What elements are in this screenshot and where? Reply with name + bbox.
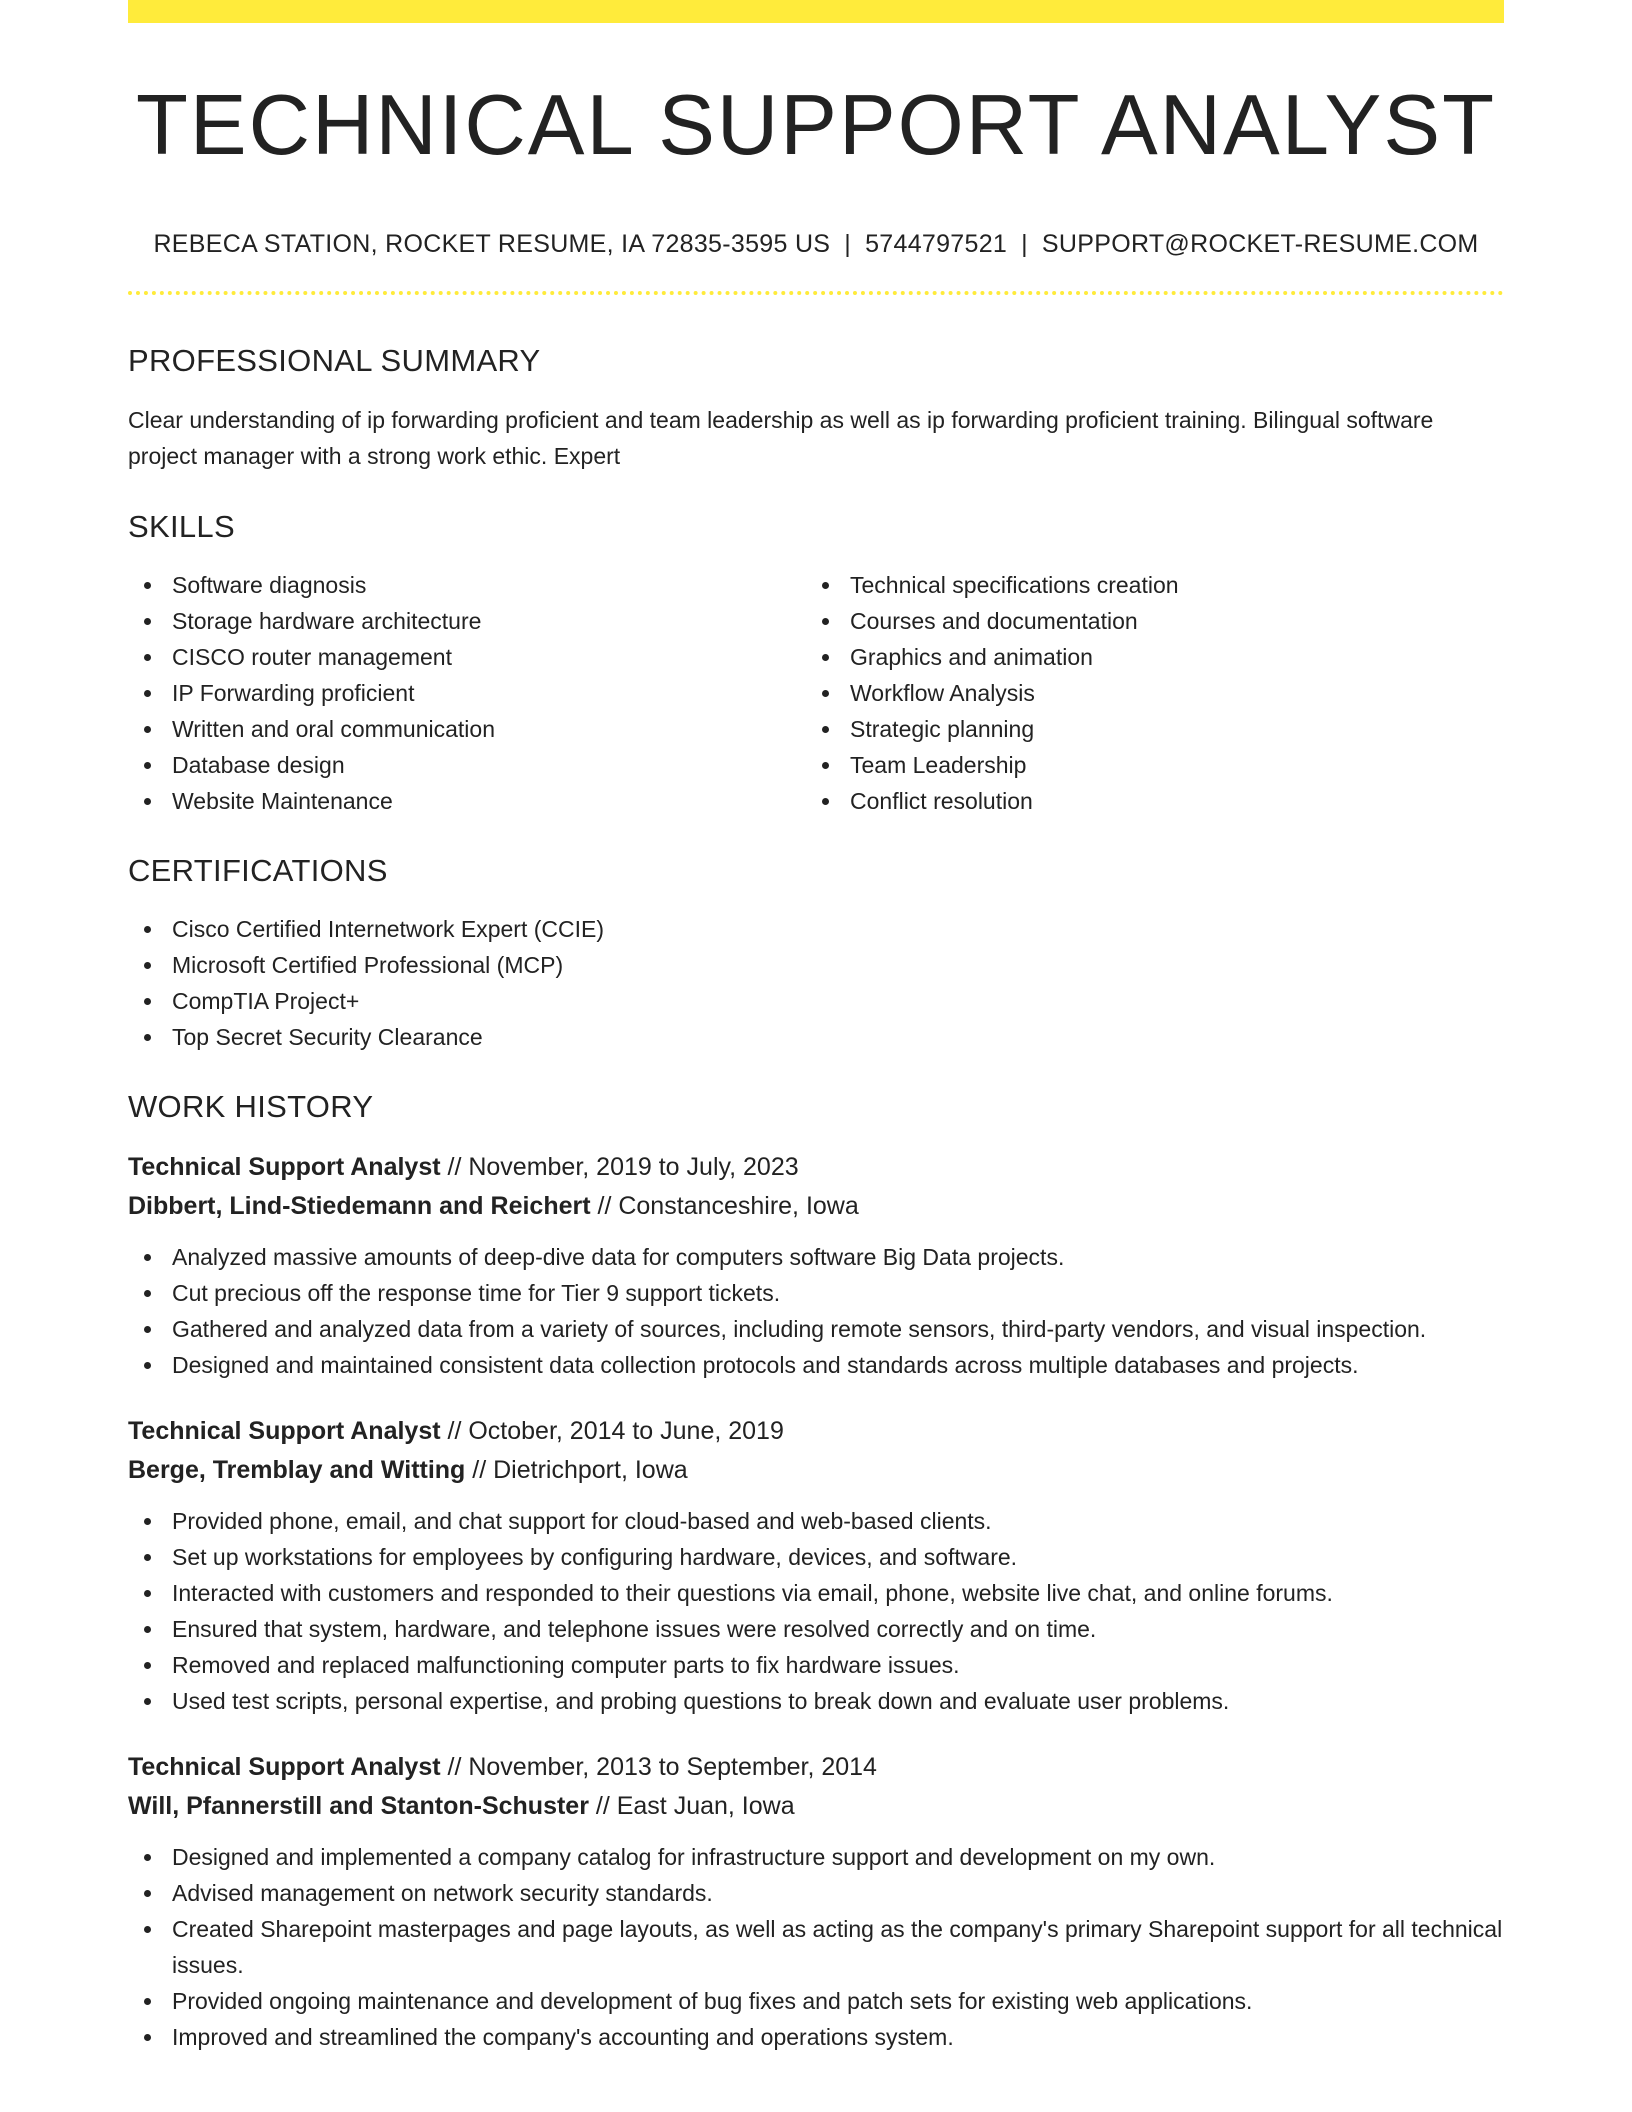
job-bullet: Provided ongoing maintenance and development of bug fixes and patch sets for existing web applications.: [128, 1983, 1504, 2019]
job-title: Technical Support Analyst: [128, 1417, 441, 1445]
job-title: Technical Support Analyst: [128, 1153, 441, 1181]
job-bullet: Provided phone, email, and chat support for cloud-based and web-based clients.: [128, 1503, 1504, 1539]
job-company-line: [128, 1187, 1504, 1226]
job-entry: [128, 1148, 1504, 1383]
job-title-line: [128, 1412, 1504, 1451]
job-entry: [128, 1748, 1504, 2055]
job-company: Dibbert, Lind-Stiedemann and Reichert: [128, 1192, 591, 1220]
skills-heading: SKILLS: [128, 509, 235, 544]
job-bullet: Ensured that system, hardware, and telephone issues were resolved correctly and on time.: [128, 1611, 1504, 1647]
job-title: Technical Support Analyst: [128, 1753, 441, 1781]
job-title-line: [128, 1748, 1504, 1787]
job-bullet: Gathered and analyzed data from a variety of sources, including remote sensors, third-party vendors, and visual inspection.: [128, 1311, 1504, 1347]
skill-item: Software diagnosis: [128, 567, 806, 603]
skill-item: Strategic planning: [806, 711, 1484, 747]
job-bullet: Designed and implemented a company catalog for infrastructure support and development on my own.: [128, 1839, 1504, 1875]
job-company: Berge, Tremblay and Witting: [128, 1456, 466, 1484]
skills-column-left: [128, 567, 806, 819]
job-title-line: [128, 1148, 1504, 1187]
skill-item: Workflow Analysis: [806, 675, 1484, 711]
job-entry: [128, 1412, 1504, 1719]
job-bullet: Removed and replaced malfunctioning computer parts to fix hardware issues.: [128, 1647, 1504, 1683]
skill-item: IP Forwarding proficient: [128, 675, 806, 711]
certification-item: Top Secret Security Clearance: [128, 1019, 1504, 1055]
skill-item: Website Maintenance: [128, 783, 806, 819]
certifications-heading: CERTIFICATIONS: [128, 853, 388, 888]
job-bullet: Cut precious off the response time for Tier 9 support tickets.: [128, 1275, 1504, 1311]
job-location: // Constanceshire, Iowa: [590, 1192, 859, 1220]
job-bullet: Set up workstations for employees by configuring hardware, devices, and software.: [128, 1539, 1504, 1575]
job-company-line: [128, 1787, 1504, 1826]
skill-item: Written and oral communication: [128, 711, 806, 747]
job-bullet: Analyzed massive amounts of deep-dive data for computers software Big Data projects.: [128, 1239, 1504, 1275]
certifications-list: [128, 911, 1504, 1055]
job-dates: // November, 2019 to July, 2023: [440, 1153, 799, 1181]
skills-column-right: [806, 567, 1484, 819]
job-bullets: [128, 1503, 1504, 1719]
resume-page: [128, 0, 1504, 2055]
job-bullet: Used test scripts, personal expertise, and probing questions to break down and evaluate user problems.: [128, 1683, 1504, 1719]
skill-item: Conflict resolution: [806, 783, 1484, 819]
job-bullets: [128, 1239, 1504, 1383]
certification-item: Microsoft Certified Professional (MCP): [128, 947, 1504, 983]
skills-list-right: [806, 567, 1484, 819]
job-company-line: [128, 1451, 1504, 1490]
skills-list-left: [128, 567, 806, 819]
skill-item: Database design: [128, 747, 806, 783]
job-bullet: Interacted with customers and responded to their questions via email, phone, website live chat, and online forums.: [128, 1575, 1504, 1611]
certification-item: CompTIA Project+: [128, 983, 1504, 1019]
job-location: // East Juan, Iowa: [588, 1792, 795, 1820]
skills-grid: [128, 567, 1504, 819]
job-location: // Dietrichport, Iowa: [465, 1456, 688, 1484]
job-dates: // November, 2013 to September, 2014: [440, 1753, 877, 1781]
contact-separator: |: [1021, 230, 1028, 258]
job-bullets: [128, 1839, 1504, 2055]
contact-address: REBECA STATION, ROCKET RESUME, IA 72835-3595 US: [153, 230, 831, 258]
accent-top-bar: [128, 0, 1504, 23]
skill-item: CISCO router management: [128, 639, 806, 675]
summary-heading: PROFESSIONAL SUMMARY: [128, 343, 541, 378]
job-bullet: Created Sharepoint masterpages and page layouts, as well as acting as the company's primary Sharepoint support for all technical issues.: [128, 1911, 1504, 1983]
job-bullet: Designed and maintained consistent data collection protocols and standards across multiple databases and projects.: [128, 1347, 1504, 1383]
skill-item: Storage hardware architecture: [128, 603, 806, 639]
summary-text: Clear understanding of ip forwarding proficient and team leadership as well as ip forwarding proficient training. Bilingual software project manager with a strong work ethic. Expert: [128, 407, 1434, 469]
contact-phone[interactable]: 5744797521: [865, 230, 1008, 258]
job-bullet: Advised management on network security standards.: [128, 1875, 1504, 1911]
dotted-divider: [128, 291, 1504, 295]
job-dates: // October, 2014 to June, 2019: [440, 1417, 784, 1445]
skill-item: Graphics and animation: [806, 639, 1484, 675]
skill-item: Courses and documentation: [806, 603, 1484, 639]
contact-email[interactable]: SUPPORT@ROCKET-RESUME.COM: [1041, 230, 1479, 258]
job-company: Will, Pfannerstill and Stanton-Schuster: [128, 1792, 589, 1820]
certification-item: Cisco Certified Internetwork Expert (CCIE): [128, 911, 1504, 947]
skill-item: Technical specifications creation: [806, 567, 1484, 603]
contact-line: [128, 232, 1504, 257]
skill-item: Team Leadership: [806, 747, 1484, 783]
resume-title: TECHNICAL SUPPORT ANALYST: [136, 78, 1496, 173]
work-history-heading: WORK HISTORY: [128, 1089, 374, 1124]
job-bullet: Improved and streamlined the company's accounting and operations system.: [128, 2019, 1504, 2055]
contact-separator: |: [844, 230, 852, 258]
